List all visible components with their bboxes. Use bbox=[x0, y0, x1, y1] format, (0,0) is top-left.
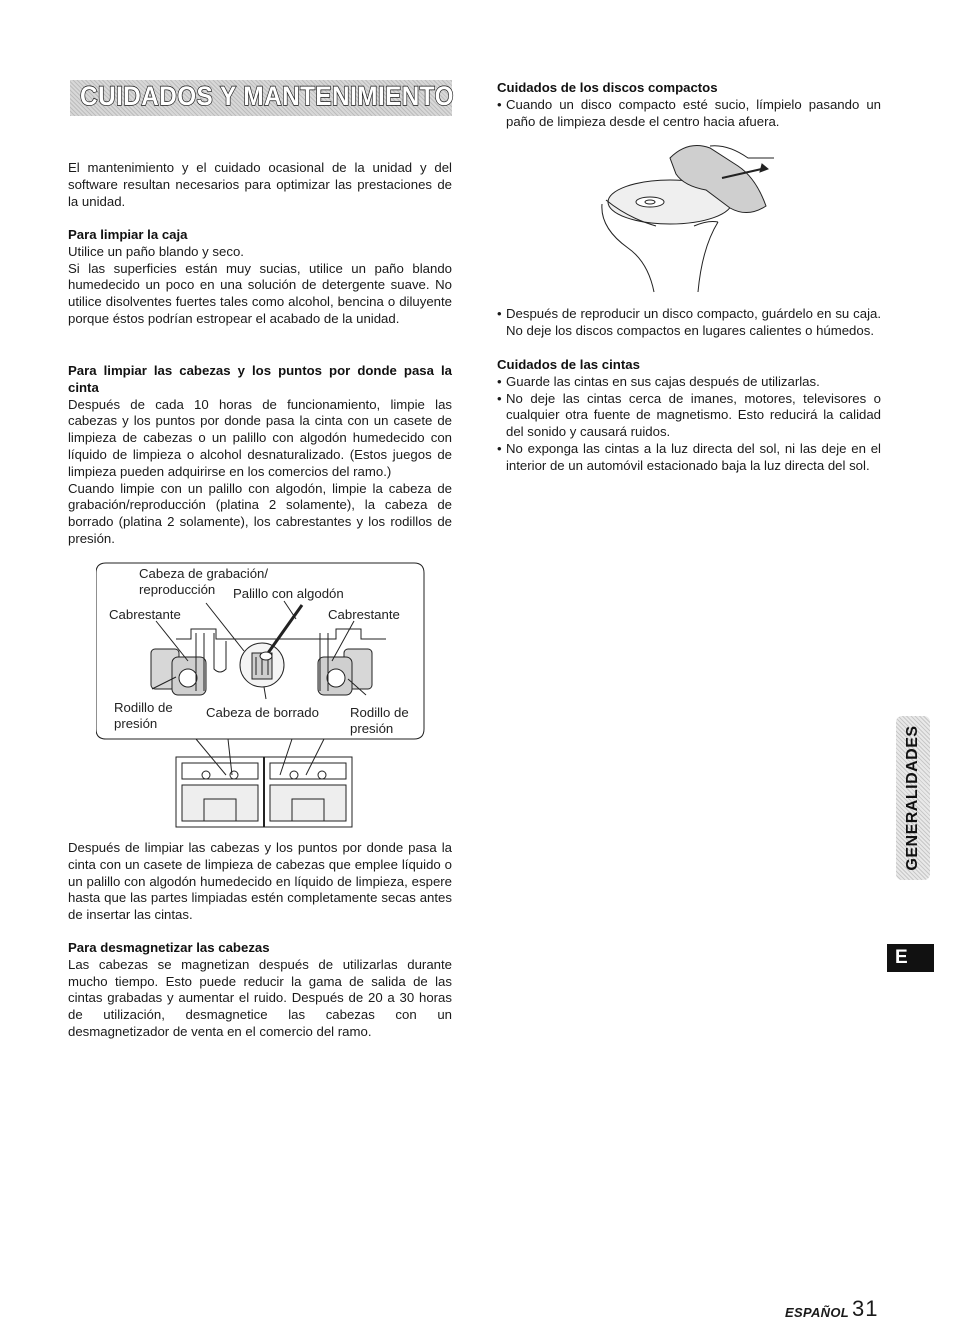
paragraph: Después de cada 10 horas de funcionamiento, limpie las cabezas y los puntos por donde pasa la cinta con un casete de limpieza de cabezas o un palillo con algodón humedecido con líquido de limpieza o alcohol desnaturalizado. (Estos juegos de limpieza pueden adquirirse en los comercios del ramo.) bbox=[68, 396, 452, 479]
tape-head-diagram bbox=[96, 561, 426, 833]
label-capstan-right: Cabrestante bbox=[328, 607, 400, 622]
intro-paragraph: El mantenimiento y el cuidado ocasional de la unidad y del software resultan necesarios para optimizar las prestaciones de la unidad. bbox=[68, 160, 452, 209]
page-title: CUIDADOS Y MANTENIMIENTO bbox=[80, 81, 454, 111]
section-demagnetize bbox=[68, 940, 452, 1041]
label-erase-head: Cabeza de borrado bbox=[206, 705, 319, 720]
side-tab-label: GENERALIDADES bbox=[904, 725, 921, 871]
title-banner bbox=[70, 80, 452, 116]
page-number: 31 bbox=[852, 1296, 879, 1321]
section-clean-case bbox=[68, 227, 452, 328]
label-rec-head-2: reproducción bbox=[139, 582, 216, 597]
list-item: • No deje las cintas cerca de imanes, motores, televisores o cualquier otra fuente de magnetismo. Esto reducirá la calidad del sonido y causará ruidos. bbox=[497, 391, 881, 441]
paragraph: Si las superficies están muy sucias, utilice un paño blando humedecido un poco en una solución de detergente suave. No utilice disolventes fuertes tales como alcohol, bencina o diluyente porque éstos podrían estropear el acabado de la unidad. bbox=[68, 260, 452, 326]
section-heading: Para limpiar la caja bbox=[68, 227, 188, 242]
label-pinch-right: Rodillo de bbox=[350, 705, 409, 720]
list-item: • Guarde las cintas en sus cajas después de utilizarlas. bbox=[497, 374, 881, 391]
label-capstan-left: Cabrestante bbox=[109, 607, 181, 622]
section-clean-heads bbox=[68, 363, 452, 548]
label-pinch-left: Rodillo de bbox=[114, 700, 173, 715]
list-item: • No exponga las cintas a la luz directa del sol, ni las deje en el interior de un automóvil estacionado baja la luz directa del sol. bbox=[497, 441, 881, 475]
label-pinch-right-2: presión bbox=[350, 721, 394, 736]
section-tape-care bbox=[497, 357, 881, 475]
after-diagram-paragraph: Después de limpiar las cabezas y los puntos por donde pasa la cinta con un casete de limpieza de cabezas que emplee líquido o un palillo con algodón humedecido en líquido de limpieza, espere hasta que las partes limpiadas estén completamente secas antes de insertar las cintas. bbox=[68, 840, 452, 923]
section-heading: Para desmagnetizar las cabezas bbox=[68, 940, 270, 955]
paragraph: Las cabezas se magnetizan después de utilizarlas durante mucho tiempo. Esto puede reducir la gama de salida de las cintas grabadas y aumentar el ruido. Después de 20 a 30 horas de utilización, desmagnetice las cabezas con un desmagnetizador de venta en el comercio del ramo. bbox=[68, 956, 452, 1039]
section-cd-care-2 bbox=[497, 306, 881, 340]
list-item: • Después de reproducir un disco compacto, guárdelo en su caja. No deje los discos compactos en lugares calientes o húmedos. bbox=[497, 306, 881, 340]
language-marker bbox=[887, 944, 934, 972]
section-heading: Cuidados de los discos compactos bbox=[497, 80, 718, 95]
list-item: • Cuando un disco compacto esté sucio, límpielo pasando un paño de limpieza desde el centro hacia afuera. bbox=[497, 97, 881, 131]
section-heading: Cuidados de las cintas bbox=[497, 357, 640, 372]
language-marker-label: E bbox=[895, 947, 908, 968]
section-heading: Para limpiar las cabezas y los puntos por donde pasa la cinta bbox=[68, 363, 452, 395]
section-side-tab bbox=[896, 716, 930, 880]
label-pinch-left-2: presión bbox=[114, 716, 158, 731]
section-cd-care bbox=[497, 80, 881, 130]
paragraph: Utilice un paño blando y seco. bbox=[68, 243, 244, 259]
label-cotton-swab: Palillo con algodón bbox=[233, 586, 344, 601]
footer-language: ESPAÑOL bbox=[785, 1305, 849, 1320]
paragraph: Cuando limpie con un palillo con algodón, limpie la cabeza de grabación/reproducción (platina 2 solamente), la cabeza de borrado (platina 2 solamente), los cabrestantes y los rodillos de presión. bbox=[68, 480, 452, 546]
disc-hand-cloth-drawing bbox=[598, 138, 782, 298]
disc-cleaning-illustration bbox=[598, 138, 782, 298]
label-rec-head: Cabeza de grabación/ bbox=[139, 566, 269, 581]
